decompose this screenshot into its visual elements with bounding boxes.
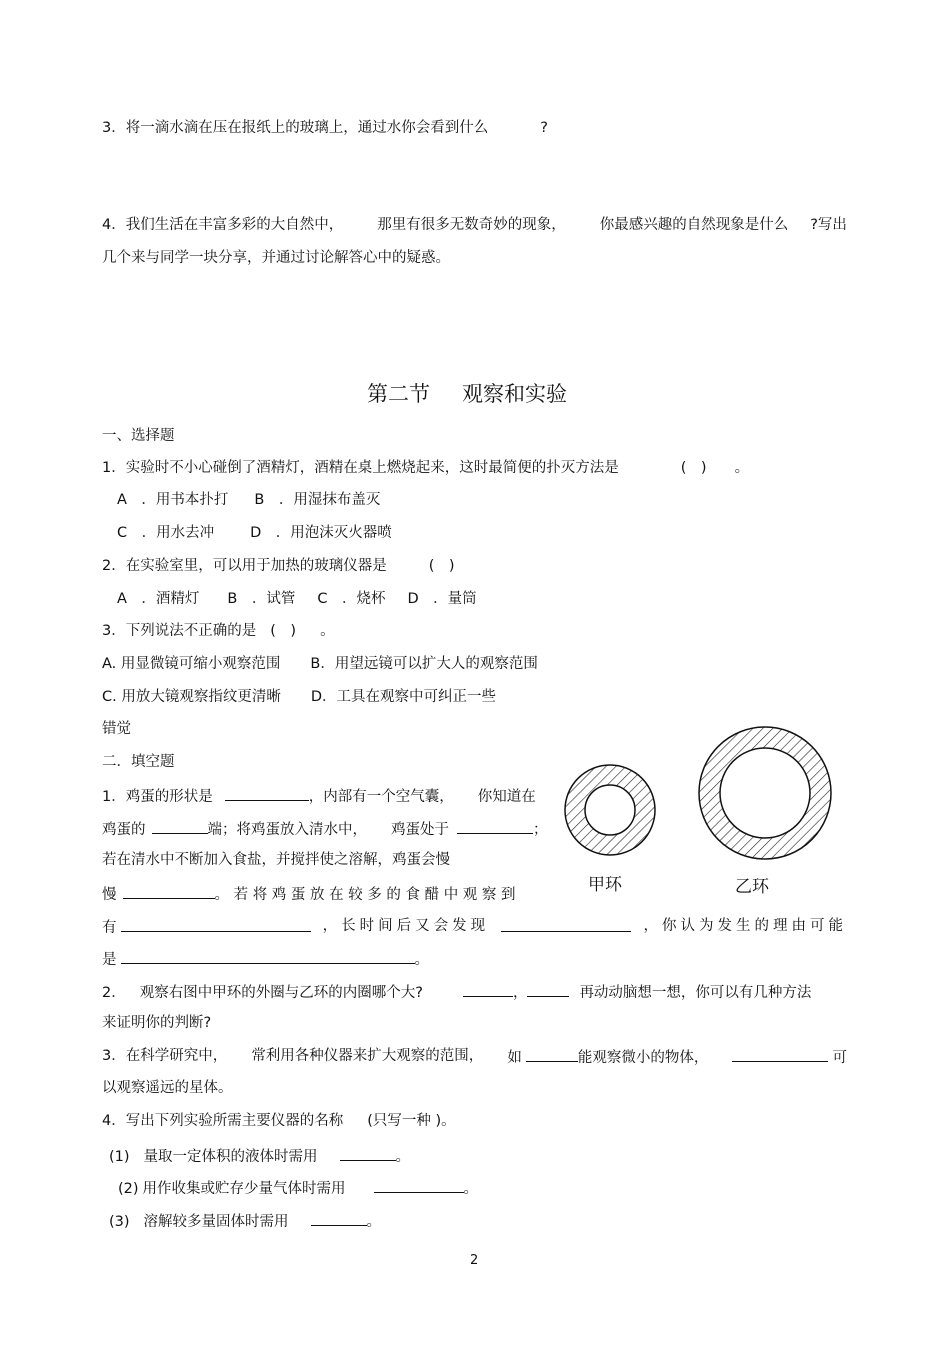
ring-b-label: 乙环: [735, 877, 769, 897]
answer-blank[interactable]: [526, 1046, 578, 1062]
mc-q3-option-d-cont: 错觉: [102, 721, 131, 737]
question-3-top: 3．将一滴水滴在压在报纸上的玻璃上，通过水你会看到什么 ?: [102, 120, 548, 136]
mc-q2-options: A ．酒精灯 B ．试管 C ．烧杯 D ．量筒: [117, 591, 477, 607]
fill-q1-line2: 鸡蛋的 端；将鸡蛋放入清水中， 鸡蛋处于 ；: [102, 818, 548, 840]
answer-blank[interactable]: [501, 916, 631, 932]
fill-q3-line2: 以观察遥远的星体。: [102, 1080, 233, 1096]
answer-blank[interactable]: [123, 883, 215, 899]
part1-heading: 一、选择题: [102, 428, 175, 444]
ring-a: [565, 765, 655, 855]
fill-q1-line5: 有 ，长时间后又会发现 ，你认为发生的理由可能: [102, 918, 847, 936]
answer-blank[interactable]: [311, 1210, 367, 1226]
answer-blank[interactable]: [527, 981, 569, 997]
mc-question-1: 1．实验时不小心碰倒了酒精灯，酒精在桌上燃烧起来，这时最简便的扑灭方法是 ( ) 。: [102, 460, 750, 476]
fill-q4-item3: (3) 溶解较多量固体时需用 。: [109, 1210, 381, 1232]
answer-blank[interactable]: [121, 916, 311, 932]
fill-q4-item2: (2) 用作收集或贮存少量气体时需用 。: [118, 1177, 478, 1199]
mc-question-3: 3．下列说法不正确的是 ( ) 。: [102, 623, 335, 639]
answer-blank[interactable]: [225, 785, 309, 801]
answer-blank[interactable]: [121, 948, 415, 964]
mc-q3-options-cd: C. 用放大镜观察指纹更清晰 D．工具在观察中可纠正一些: [102, 689, 497, 705]
answer-blank[interactable]: [340, 1145, 396, 1161]
section-title: 第二节 观察和实验: [367, 382, 567, 406]
answer-blank[interactable]: [374, 1177, 464, 1193]
fill-q4: 4．写出下列实验所需主要仪器的名称 (只写一种 )。: [102, 1113, 456, 1129]
fill-q1-line6: 是 。: [102, 948, 429, 970]
answer-blank[interactable]: [457, 818, 533, 834]
ring-b-inner: [720, 748, 810, 838]
rings-figure: [555, 718, 845, 903]
answer-blank[interactable]: [152, 818, 208, 834]
answer-blank[interactable]: [732, 1046, 828, 1062]
ring-b: [699, 727, 831, 859]
question-4-top: 4．我们生活在丰富多彩的大自然中， 那里有很多无数奇妙的现象， 你最感兴趣的自然现象是什么 ?写出: [102, 217, 847, 233]
mc-q1-options-ab: A ．用书本扑打 B ．用湿抹布盖灭: [117, 492, 381, 508]
mc-q1-options-cd: C ．用水去冲 D ．用泡沫灭火器喷: [117, 525, 392, 541]
fill-q1-line1: 1．鸡蛋的形状是 ，内部有一个空气囊， 你知道在: [102, 785, 536, 807]
fill-q1-line4: 慢 。若将鸡蛋放在较多的食醋中观察到: [102, 883, 520, 905]
ring-a-inner: [585, 785, 635, 835]
fill-q3-line1: 3．在科学研究中， 常利用各种仪器来扩大观察的范围， 如 能观察微小的物体， 可: [102, 1048, 847, 1066]
ring-a-label: 甲环: [588, 875, 622, 895]
fill-q4-item1: (1) 量取一定体积的液体时需用 。: [109, 1145, 410, 1167]
part2-heading: 二．填空题: [102, 754, 175, 770]
page-number: 2: [470, 1253, 479, 1268]
question-4-line2: 几个来与同学一块分享，并通过讨论解答心中的疑惑。: [102, 250, 450, 266]
mc-question-2: 2．在实验室里，可以用于加热的玻璃仪器是 ( ): [102, 558, 455, 574]
answer-blank[interactable]: [463, 981, 513, 997]
mc-q3-options-ab: A. 用显微镜可缩小观察范围 B．用望远镜可以扩大人的观察范围: [102, 656, 538, 672]
fill-q2-line2: 来证明你的判断?: [102, 1015, 212, 1031]
fill-q1-line3: 若在清水中不断加入食盐，并搅拌使之溶解，鸡蛋会慢: [102, 852, 450, 868]
fill-q2-line1: 2． 观察右图中甲环的外圈与乙环的内圈哪个大? ， 再动动脑想一想，你可以有几种方法: [102, 981, 811, 1003]
